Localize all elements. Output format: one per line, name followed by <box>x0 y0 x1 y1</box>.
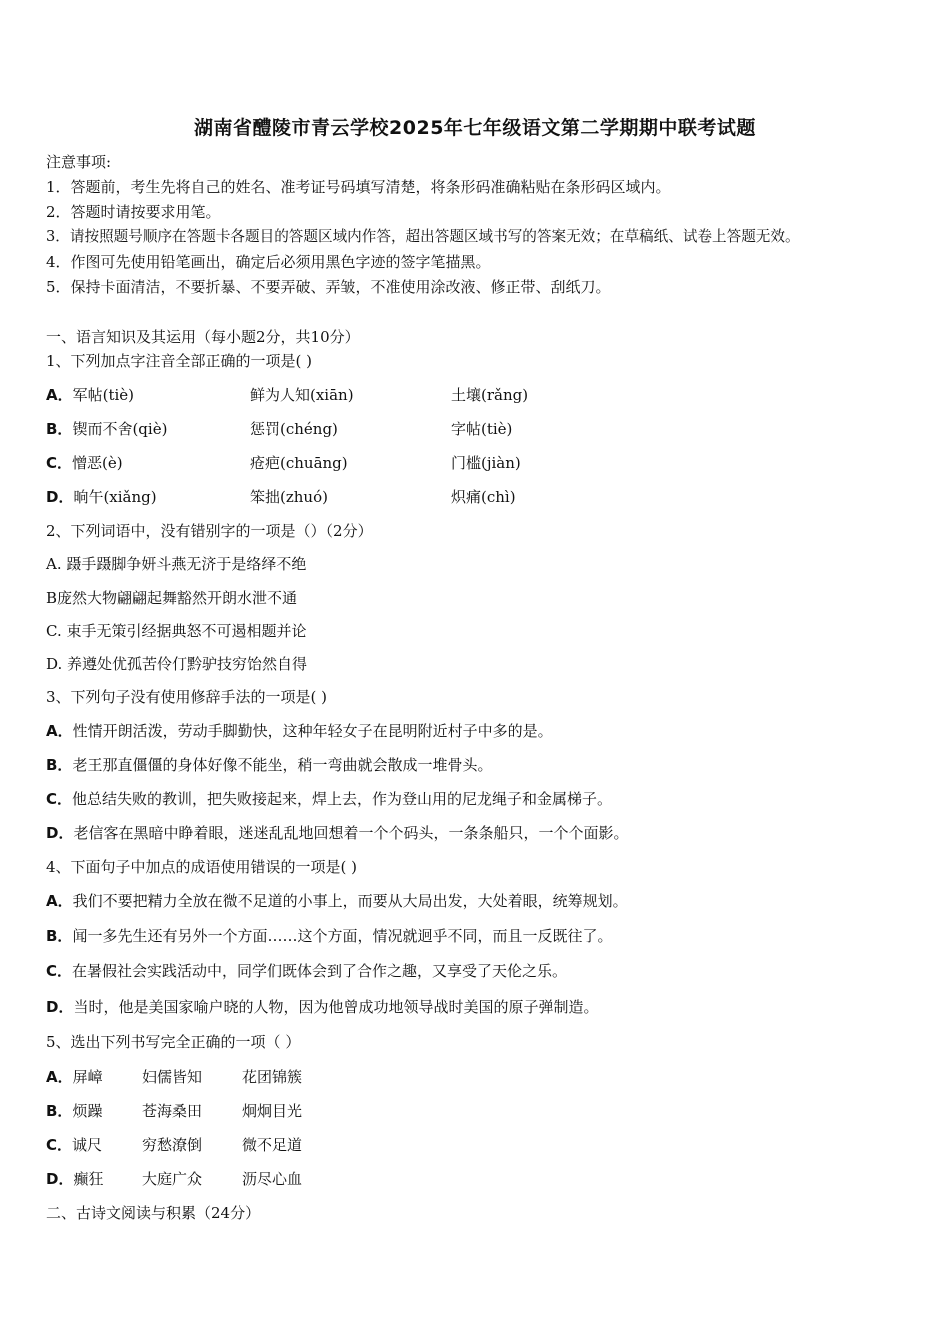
question-stem: 1、下列加点字注音全部正确的一项是( ) <box>46 352 313 370</box>
option-item: B．闻一多先生还有另外一个方面……这个方面，情况就迥乎不同，而且一反既往了。 <box>46 927 613 945</box>
option-item: 笨拙(zhuó) <box>250 488 328 506</box>
option-item: 大庭广众 <box>142 1170 203 1188</box>
note-item: 1．答题前，考生先将自己的姓名、准考证号码填写清楚，将条形码准确粘贴在条形码区域内。 <box>46 178 671 196</box>
option-item: B庞然大物翩翩起舞豁然开朗水泄不通 <box>46 589 298 607</box>
notes-heading: 注意事项: <box>46 153 112 171</box>
option-item: 妇儒皆知 <box>142 1068 203 1086</box>
option-label: A．军帖(tiè) <box>46 386 135 404</box>
option-item: 苍海桑田 <box>142 1102 203 1120</box>
question-stem: 3、下列句子没有使用修辞手法的一项是( ) <box>46 688 328 706</box>
question-stem: 2、下列词语中，没有错别字的一项是（）（2分） <box>46 522 373 540</box>
option-label: B．烦躁 <box>46 1102 103 1120</box>
option-item: C. 束手无策引经据典怒不可遏相题并论 <box>46 622 307 640</box>
option-item: 土壤(rǎng) <box>451 386 529 404</box>
option-item: 穷愁潦倒 <box>142 1136 203 1154</box>
note-item: 5．保持卡面清洁，不要折暴、不要弄破、弄皱，不准使用涂改液、修正带、刮纸刀。 <box>46 278 611 296</box>
option-item: D. 养遵处优孤苦伶仃黔驴技穷饴然自得 <box>46 655 308 673</box>
option-item: 炯炯目光 <box>242 1102 303 1120</box>
option-item: A. 蹑手蹑脚争妍斗燕无济于是络绎不绝 <box>46 555 307 573</box>
option-item: 炽痛(chì) <box>451 488 516 506</box>
option-item: 鲜为人知(xiān) <box>250 386 354 404</box>
note-item: 4．作图可先使用铅笔画出，确定后必须用黑色字迹的签字笔描黑。 <box>46 253 491 271</box>
option-item: 沥尽心血 <box>242 1170 303 1188</box>
section-heading: 一、语言知识及其运用（每小题2分，共10分） <box>46 328 360 346</box>
option-label: C．诚尺 <box>46 1136 103 1154</box>
option-item: D．当时，他是美国家喻户晓的人物，因为他曾成功地领导战时美国的原子弹制造。 <box>46 998 599 1016</box>
option-item: 疮疤(chuāng) <box>250 454 348 472</box>
option-item: 花团锦簇 <box>242 1068 303 1086</box>
option-item: B．老王那直僵僵的身体好像不能坐，稍一弯曲就会散成一堆骨头。 <box>46 756 493 774</box>
option-label: D．晌午(xiǎng) <box>46 488 157 506</box>
option-item: C．在暑假社会实践活动中，同学们既体会到了合作之趣，又享受了天伦之乐。 <box>46 962 568 980</box>
option-label: C．憎恶(è) <box>46 454 123 472</box>
question-stem: 5、选出下列书写完全正确的一项（ ） <box>46 1033 301 1051</box>
option-label: B．锲而不舍(qiè) <box>46 420 168 438</box>
option-label: A．屏嶂 <box>46 1068 103 1086</box>
note-item: 2．答题时请按要求用笔。 <box>46 203 221 221</box>
option-item: A．性情开朗活泼，劳动手脚勤快，这种年轻女子在昆明附近村子中多的是。 <box>46 722 553 740</box>
question-stem: 4、下面句子中加点的成语使用错误的一项是( ) <box>46 858 358 876</box>
page-title: 湖南省醴陵市青云学校2025年七年级语文第二学期期中联考试题 <box>194 117 756 139</box>
option-item: A．我们不要把精力全放在微不足道的小事上，而要从大局出发，大处着眼，统筹规划。 <box>46 892 628 910</box>
option-item: 微不足道 <box>242 1136 303 1154</box>
option-item: C．他总结失败的教训，把失败接起来，焊上去，作为登山用的尼龙绳子和金属梯子。 <box>46 790 613 808</box>
option-label: D．癫狂 <box>46 1170 104 1188</box>
section-heading: 二、古诗文阅读与积累（24分） <box>46 1204 261 1222</box>
option-item: D．老信客在黑暗中睁着眼，迷迷乱乱地回想着一个个码头，一条条船只，一个个面影。 <box>46 824 629 842</box>
note-item: 3．请按照题号顺序在答题卡各题目的答题区域内作答，超出答题区域书写的答案无效；在草稿纸、试卷上答题无效。 <box>46 228 800 245</box>
option-item: 惩罚(chéng) <box>250 420 338 438</box>
option-item: 字帖(tiè) <box>451 420 513 438</box>
option-item: 门槛(jiàn) <box>451 454 521 472</box>
